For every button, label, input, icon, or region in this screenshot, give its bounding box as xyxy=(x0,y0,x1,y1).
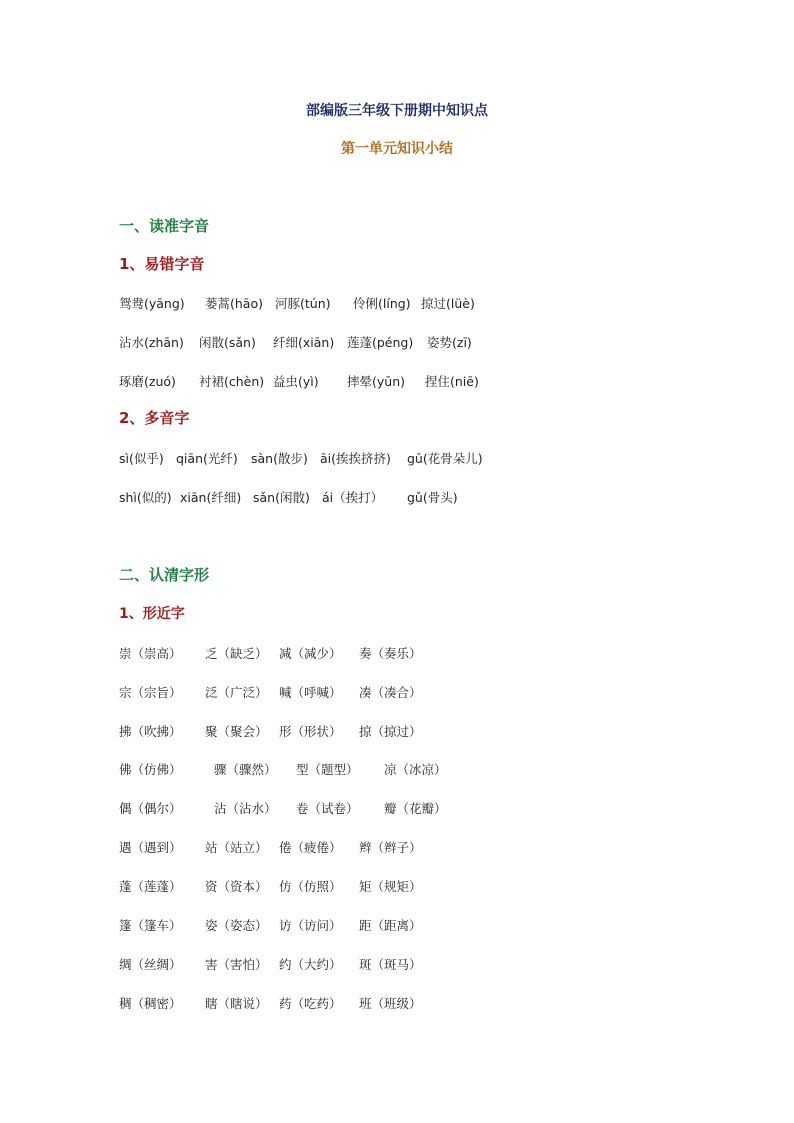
word-entry: 卷（试卷） xyxy=(296,801,359,816)
word-entry: 斑（斑马） xyxy=(359,957,422,972)
subsection-heading-error-prone: 1、易错字音 xyxy=(119,255,205,273)
word-entry: 凑（凑合） xyxy=(359,685,422,700)
word-entry: 偶（偶尔） xyxy=(119,801,182,816)
word-entry: 喊（呼喊） xyxy=(279,685,342,700)
word-entry: gǔ(骨头) xyxy=(407,490,458,505)
word-entry: 莲蓬(péng) xyxy=(347,335,414,350)
word-entry: 聚（聚会） xyxy=(205,724,268,739)
word-entry: 伶俐(líng) xyxy=(353,296,411,311)
word-entry: 约（大约） xyxy=(279,957,342,972)
word-entry: 班（班级） xyxy=(359,996,422,1011)
word-entry: 瞎（瞎说） xyxy=(205,996,268,1011)
word-entry: 形（形状） xyxy=(279,724,342,739)
word-entry: 崇（崇高） xyxy=(119,646,182,661)
word-entry: xiān(纤细) xyxy=(180,490,242,505)
word-entry: 掠（掠过） xyxy=(359,724,422,739)
word-entry: 奏（奏乐） xyxy=(359,646,422,661)
word-entry: sàn(散步) xyxy=(251,451,308,466)
word-entry: 访（访问） xyxy=(279,918,342,933)
word-entry: 蒌蒿(hāo) xyxy=(205,296,263,311)
word-entry: 泛（广泛） xyxy=(205,685,268,700)
word-entry: 凉（冰凉） xyxy=(384,762,447,777)
word-entry: 蓬（莲蓬） xyxy=(119,879,182,894)
word-entry: 稠（稠密） xyxy=(119,996,182,1011)
word-entry: 沾（沾水） xyxy=(214,801,277,816)
subsection-heading-similar-characters: 1、形近字 xyxy=(119,606,185,622)
word-entry: 衬裙(chèn) xyxy=(199,374,265,389)
word-entry: 倦（疲倦） xyxy=(279,840,342,855)
word-entry: 姿（姿态） xyxy=(205,918,268,933)
word-entry: gū(花骨朵儿) xyxy=(407,451,483,466)
word-entry: 纤细(xiān) xyxy=(273,335,335,350)
word-entry: āi(挨挨挤挤) xyxy=(320,451,391,466)
word-entry: 鸳鸯(yāng) xyxy=(119,296,185,311)
word-entry: 篷（篷车） xyxy=(119,918,182,933)
word-entry: 瓣（花瓣） xyxy=(384,801,447,816)
word-entry: 仿（仿照） xyxy=(279,879,342,894)
word-entry: 辫（辫子） xyxy=(359,840,422,855)
word-entry: 益虫(yì) xyxy=(273,374,319,389)
word-entry: 掠过(lüè) xyxy=(421,296,475,311)
word-entry: qiān(光纤) xyxy=(176,451,238,466)
word-entry: shì(似的) xyxy=(119,490,172,505)
word-entry: 矩（规矩） xyxy=(359,879,422,894)
word-entry: sǎn(闲散) xyxy=(253,490,310,505)
word-entry: 沾水(zhān) xyxy=(119,335,184,350)
word-entry: 骤（骤然） xyxy=(214,762,277,777)
word-entry: 遇（遇到） xyxy=(119,840,182,855)
word-entry: 宗（宗旨） xyxy=(119,685,182,700)
word-entry: sì(似乎) xyxy=(119,451,164,466)
word-entry: 琢磨(zuó) xyxy=(119,374,176,389)
word-entry: 乏（缺乏） xyxy=(205,646,268,661)
word-entry: 资（资本） xyxy=(205,879,268,894)
word-entry: 绸（丝绸） xyxy=(119,957,182,972)
word-entry: 型（题型） xyxy=(296,762,359,777)
word-entry: 站（站立） xyxy=(205,840,268,855)
word-entry: 河豚(tún) xyxy=(275,296,331,311)
word-entry: 闲散(sǎn) xyxy=(199,335,256,350)
document-subtitle: 第一单元知识小结 xyxy=(341,141,453,157)
word-entry: ái（挨打） xyxy=(322,490,384,505)
word-entry: 药（吃药） xyxy=(279,996,342,1011)
word-entry: 捏住(niē) xyxy=(425,374,479,389)
word-entry: 减（减少） xyxy=(279,646,342,661)
document-title: 部编版三年级下册期中知识点 xyxy=(306,103,488,119)
word-entry: 姿势(zī) xyxy=(427,335,472,350)
word-entry: 佛（仿佛） xyxy=(119,762,182,777)
word-entry: 害（害怕） xyxy=(205,957,268,972)
word-entry: 拂（吹拂） xyxy=(119,724,182,739)
subsection-heading-polyphones: 2、多音字 xyxy=(119,409,190,427)
section-heading-pronunciation: 一、读准字音 xyxy=(119,217,210,235)
section-heading-character-forms: 二、认清字形 xyxy=(119,566,210,584)
word-entry: 距（距离） xyxy=(359,918,422,933)
word-entry: 摔晕(yūn) xyxy=(347,374,405,389)
